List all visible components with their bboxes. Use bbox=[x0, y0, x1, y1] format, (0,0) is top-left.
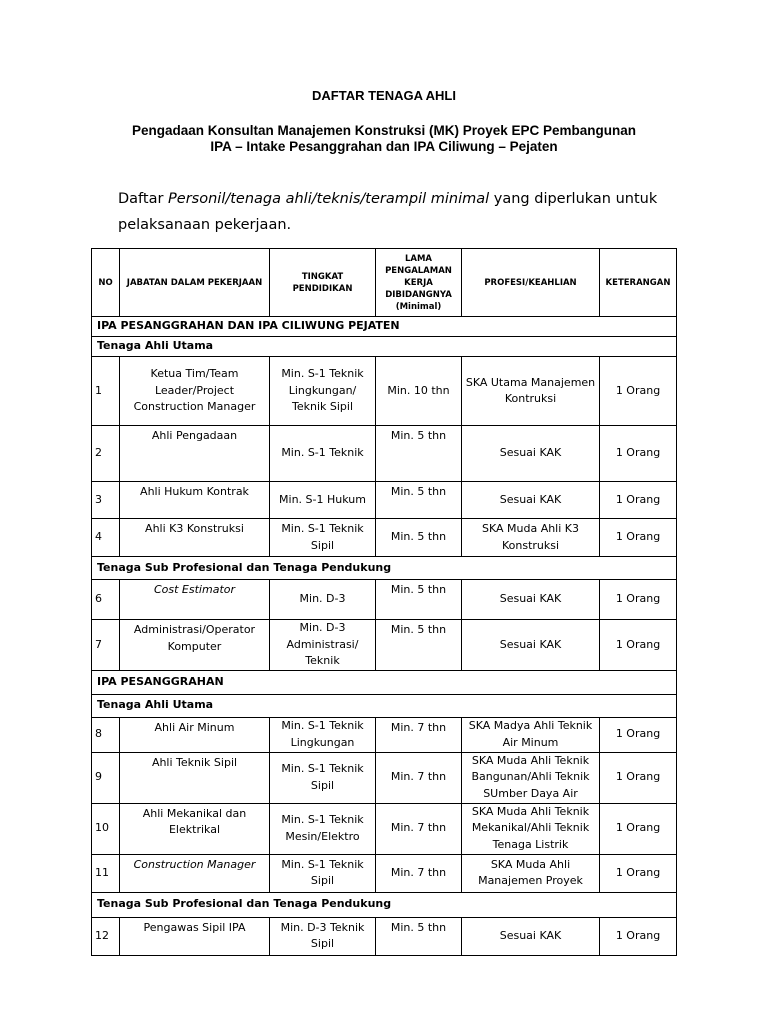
cell-pengalaman: Min. 5 thn bbox=[376, 620, 462, 671]
cell-jabatan: Ahli K3 Konstruksi bbox=[120, 519, 270, 557]
cell-jabatan: Ahli Teknik Sipil bbox=[120, 752, 270, 803]
cell-keterangan: 1 Orang bbox=[600, 917, 677, 955]
cell-profesi: Sesuai KAK bbox=[462, 620, 600, 671]
cell-pendidikan: Min. S-1 Teknik Sipil bbox=[270, 752, 376, 803]
cell-keterangan: 1 Orang bbox=[600, 482, 677, 519]
cell-profesi: Sesuai KAK bbox=[462, 917, 600, 955]
cell-pendidikan: Min. S-1 Teknik Lingkungan/ Teknik Sipil bbox=[270, 357, 376, 426]
section-row bbox=[92, 317, 677, 337]
table-row bbox=[92, 482, 677, 519]
cell-no: 9 bbox=[92, 752, 120, 803]
table-header-row bbox=[92, 249, 677, 317]
section-row bbox=[92, 694, 677, 717]
cell-pendidikan: Min. D-3 bbox=[270, 580, 376, 620]
cell-pengalaman: Min. 5 thn bbox=[376, 426, 462, 482]
intro-after: yang diperlukan untuk pelaksanaan pekerjaan. bbox=[118, 191, 658, 233]
cell-keterangan: 1 Orang bbox=[600, 717, 677, 752]
cell-jabatan: Ahli Hukum Kontrak bbox=[120, 482, 270, 519]
cell-no: 8 bbox=[92, 717, 120, 752]
cell-jabatan: Ketua Tim/Team Leader/Project Construction Manager bbox=[120, 357, 270, 426]
cell-pengalaman: Min. 5 thn bbox=[376, 482, 462, 519]
cell-profesi: SKA Muda Ahli Teknik Bangunan/Ahli Teknik SUmber Daya Air bbox=[462, 752, 600, 803]
header-no: NO bbox=[92, 249, 120, 317]
section-row bbox=[92, 670, 677, 694]
cell-pendidikan: Min. S-1 Teknik Lingkungan bbox=[270, 717, 376, 752]
cell-no: 11 bbox=[92, 854, 120, 892]
cell-no: 4 bbox=[92, 519, 120, 557]
section-label: IPA PESANGGRAHAN DAN IPA CILIWUNG PEJATEN bbox=[92, 317, 677, 337]
cell-profesi: SKA Muda Ahli Teknik Mekanikal/Ahli Teknik Tenaga Listrik bbox=[462, 803, 600, 854]
cell-pengalaman: Min. 7 thn bbox=[376, 803, 462, 854]
table-row bbox=[92, 854, 677, 892]
cell-pendidikan: Min. D-3 Teknik Sipil bbox=[270, 917, 376, 955]
cell-jabatan: Cost Estimator bbox=[120, 580, 270, 620]
section-label: Tenaga Sub Profesional dan Tenaga Pendukung bbox=[92, 892, 677, 917]
table-row bbox=[92, 752, 677, 803]
cell-pengalaman: Min. 10 thn bbox=[376, 357, 462, 426]
cell-jabatan: Pengawas Sipil IPA bbox=[120, 917, 270, 955]
section-row bbox=[92, 557, 677, 580]
header-pengalaman bbox=[376, 249, 462, 317]
cell-pendidikan: Min. S-1 Teknik bbox=[270, 426, 376, 482]
header-pengalaman-text: LAMA PENGALAMAN KERJA DIBIDANGNYA bbox=[385, 253, 452, 300]
cell-no: 10 bbox=[92, 803, 120, 854]
cell-no: 1 bbox=[92, 357, 120, 426]
cell-pengalaman: Min. 7 thn bbox=[376, 854, 462, 892]
cell-profesi: SKA Muda Ahli Manajemen Proyek bbox=[462, 854, 600, 892]
table-row bbox=[92, 917, 677, 955]
cell-pendidikan: Min. S-1 Hukum bbox=[270, 482, 376, 519]
personnel-table bbox=[91, 248, 677, 956]
cell-profesi: Sesuai KAK bbox=[462, 580, 600, 620]
cell-keterangan: 1 Orang bbox=[600, 519, 677, 557]
header-keterangan: KETERANGAN bbox=[600, 249, 677, 317]
cell-no: 7 bbox=[92, 620, 120, 671]
cell-no: 2 bbox=[92, 426, 120, 482]
table-row bbox=[92, 803, 677, 854]
cell-pengalaman: Min. 7 thn bbox=[376, 752, 462, 803]
cell-keterangan: 1 Orang bbox=[600, 803, 677, 854]
intro-paragraph bbox=[118, 186, 678, 238]
cell-jabatan: Construction Manager bbox=[120, 854, 270, 892]
cell-profesi: SKA Muda Ahli K3 Konstruksi bbox=[462, 519, 600, 557]
cell-no: 12 bbox=[92, 917, 120, 955]
cell-keterangan: 1 Orang bbox=[600, 752, 677, 803]
cell-keterangan: 1 Orang bbox=[600, 620, 677, 671]
header-pendidikan: TINGKAT PENDIDIKAN bbox=[270, 249, 376, 317]
table-row bbox=[92, 357, 677, 426]
subtitle-line-1: Pengadaan Konsultan Manajemen Konstruksi (MK) Proyek EPC Pembangunan bbox=[131, 123, 637, 138]
table-row bbox=[92, 620, 677, 671]
table-row bbox=[92, 580, 677, 620]
section-label: IPA PESANGGRAHAN bbox=[92, 670, 677, 694]
cell-jabatan: Ahli Pengadaan bbox=[120, 426, 270, 482]
cell-profesi: Sesuai KAK bbox=[462, 482, 600, 519]
intro-italic: Personil/tenaga ahli/teknis/terampil minimal bbox=[168, 191, 490, 207]
cell-profesi: Sesuai KAK bbox=[462, 426, 600, 482]
cell-profesi: SKA Utama Manajemen Kontruksi bbox=[462, 357, 600, 426]
intro-before: Daftar bbox=[118, 191, 169, 207]
section-label: Tenaga Ahli Utama bbox=[92, 694, 677, 717]
document-subtitle bbox=[0, 123, 768, 155]
cell-pendidikan: Min. S-1 Teknik Sipil bbox=[270, 854, 376, 892]
cell-pengalaman: Min. 5 thn bbox=[376, 917, 462, 955]
header-profesi: PROFESI/KEAHLIAN bbox=[462, 249, 600, 317]
cell-pengalaman: Min. 7 thn bbox=[376, 717, 462, 752]
section-row bbox=[92, 337, 677, 357]
cell-keterangan: 1 Orang bbox=[600, 357, 677, 426]
table-row bbox=[92, 426, 677, 482]
cell-keterangan: 1 Orang bbox=[600, 580, 677, 620]
cell-jabatan: Administrasi/Operator Komputer bbox=[120, 620, 270, 671]
cell-pendidikan: Min. S-1 Teknik Mesin/Elektro bbox=[270, 803, 376, 854]
cell-keterangan: 1 Orang bbox=[600, 426, 677, 482]
subtitle-line-2: IPA – Intake Pesanggrahan dan IPA Ciliwung – Pejaten bbox=[210, 139, 558, 154]
header-pengalaman-note: (Minimal) bbox=[395, 301, 442, 312]
cell-profesi: SKA Madya Ahli Teknik Air Minum bbox=[462, 717, 600, 752]
cell-pendidikan: Min. D-3 Administrasi/ Teknik bbox=[270, 620, 376, 671]
section-row bbox=[92, 892, 677, 917]
cell-pengalaman: Min. 5 thn bbox=[376, 519, 462, 557]
section-label: Tenaga Sub Profesional dan Tenaga Pendukung bbox=[92, 557, 677, 580]
cell-jabatan: Ahli Mekanikal dan Elektrikal bbox=[120, 803, 270, 854]
table-row bbox=[92, 519, 677, 557]
header-jabatan: JABATAN DALAM PEKERJAAN bbox=[120, 249, 270, 317]
cell-pendidikan: Min. S-1 Teknik Sipil bbox=[270, 519, 376, 557]
cell-jabatan: Ahli Air Minum bbox=[120, 717, 270, 752]
document-title: DAFTAR TENAGA AHLI bbox=[312, 88, 456, 103]
table-row bbox=[92, 717, 677, 752]
cell-pengalaman: Min. 5 thn bbox=[376, 580, 462, 620]
section-label: Tenaga Ahli Utama bbox=[92, 337, 677, 357]
cell-no: 3 bbox=[92, 482, 120, 519]
cell-no: 6 bbox=[92, 580, 120, 620]
cell-keterangan: 1 Orang bbox=[600, 854, 677, 892]
